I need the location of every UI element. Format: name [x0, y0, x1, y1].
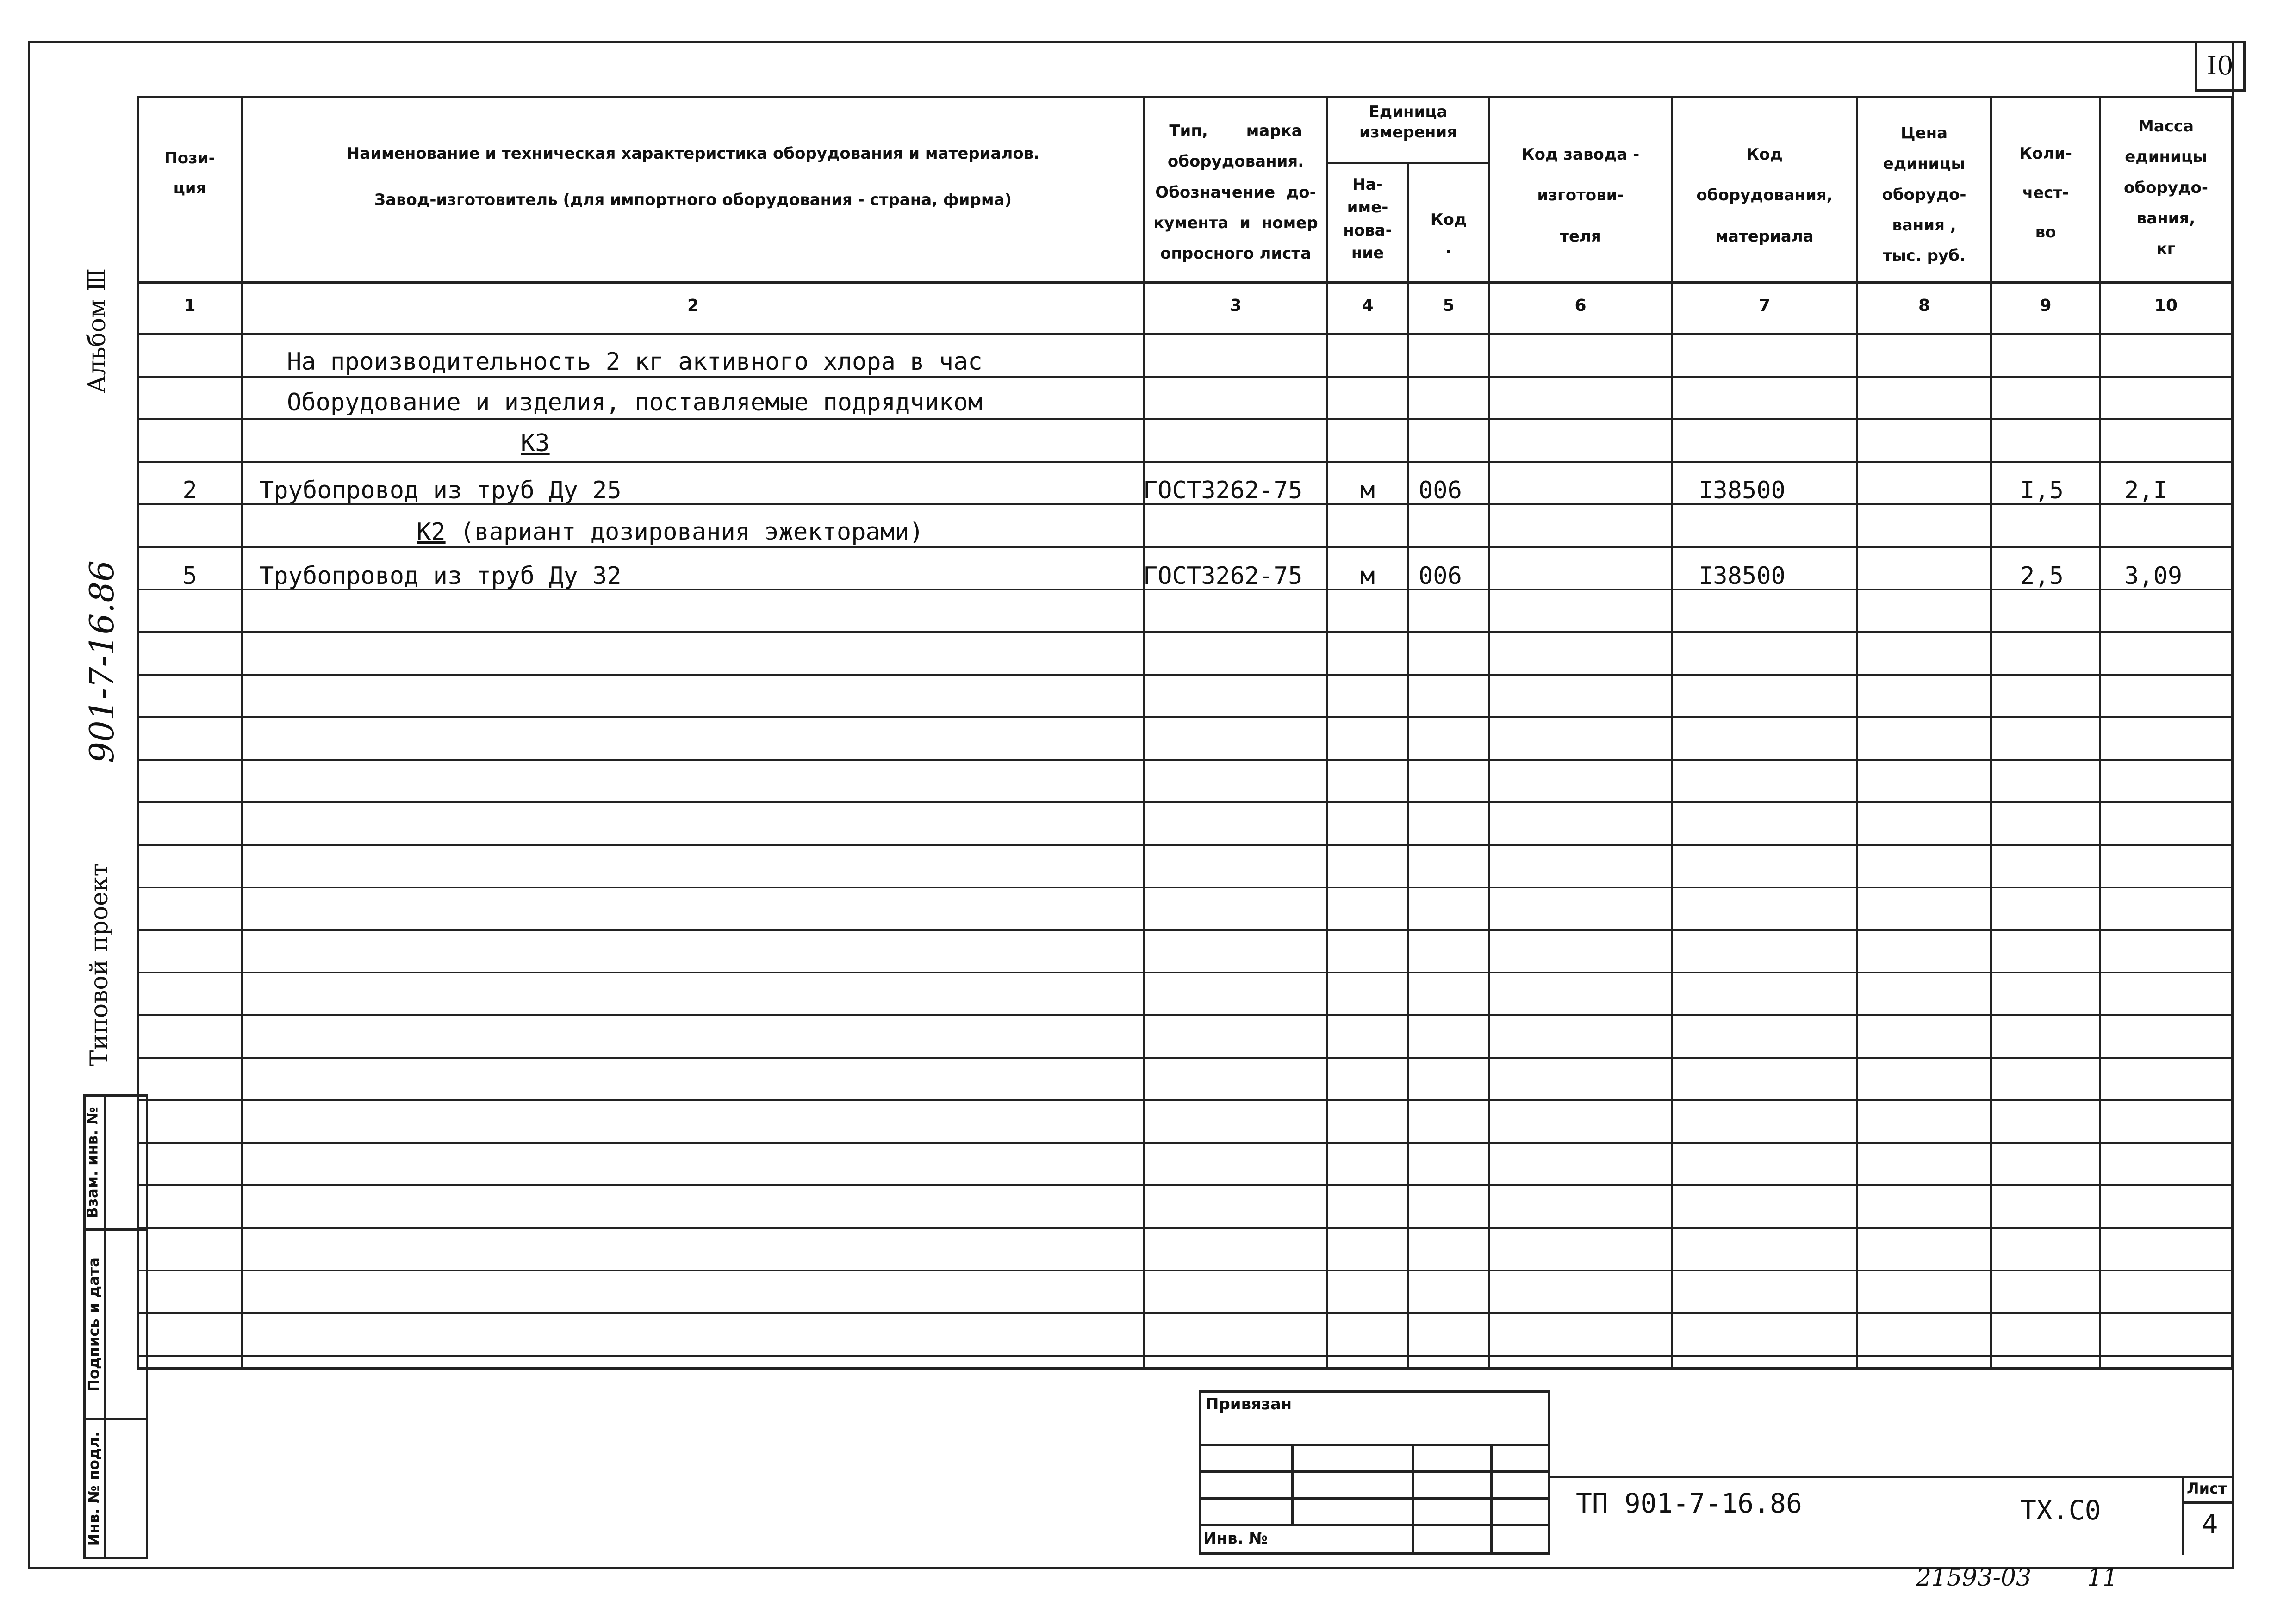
header-unit-group: Единица измерения [1359, 103, 1457, 142]
table-row-line [137, 1355, 2233, 1357]
column-number: 9 [2040, 296, 2052, 315]
margin-box-line [83, 1418, 148, 1420]
header-unit-code: Код . [1430, 211, 1467, 258]
table-row-line [137, 1057, 2233, 1059]
document-mark: ТХ.С0 [2020, 1494, 2101, 1526]
inventory-number-label: Инв. № [1203, 1529, 1268, 1548]
row-type: ГОСТ3262-75 [1143, 562, 1303, 590]
row-position: 5 [182, 562, 197, 590]
header-equipment-code: Код оборудования, материала [1696, 145, 1833, 246]
table-row-line [137, 376, 2233, 378]
column-number: 5 [1443, 296, 1455, 315]
header-name-line2: Завод-изготовитель (для импортного оборудования - страна, фирма) [374, 191, 1012, 209]
row-name-section-subtitle: Оборудование и изделия, поставляемые подрядчиком [287, 389, 983, 416]
table-row-line [137, 929, 2233, 931]
table-row-line [137, 674, 2233, 676]
table-row-line [137, 1270, 2233, 1271]
project-number-handwritten: 901-7-16.86 [82, 560, 121, 763]
sheet-number-box: I0 [2195, 41, 2246, 92]
row-type: ГОСТ3262-75 [1143, 477, 1303, 504]
row-name-section-title: На производительность 2 кг активного хлора в час [287, 348, 983, 376]
column-number: 6 [1574, 296, 1587, 315]
table-row-line [137, 631, 2233, 633]
table-row-line [137, 972, 2233, 973]
table-row-line [137, 1227, 2233, 1229]
column-number: 7 [1758, 296, 1771, 315]
row-equipment-code: I38500 [1699, 477, 1786, 504]
table-row-line [137, 1312, 2233, 1314]
sheet-label: Лист [2187, 1480, 2227, 1497]
table-row-line [137, 801, 2233, 803]
table-row-line [137, 546, 2233, 548]
row-mass: 3,09 [2124, 562, 2183, 590]
privyazan-label: Привязан [1206, 1395, 1292, 1414]
table-row-line [137, 1014, 2233, 1016]
row-quantity: I,5 [2020, 477, 2064, 504]
header-position: Пози- ция [164, 149, 215, 198]
header-name-line1: Наименование и техническая характеристика оборудования и материалов. [346, 144, 1040, 163]
column-number: 4 [1362, 296, 1374, 315]
table-row-line [137, 461, 2233, 463]
row-unit: м [1360, 477, 1375, 504]
header-mass: Масса единицы оборудо- вания, кг [2124, 117, 2208, 259]
row-unit-code: 006 [1419, 477, 1462, 504]
column-number: 2 [687, 296, 699, 315]
row-mass: 2,I [2124, 477, 2168, 504]
row-name: Трубопровод из труб Ду 25 [259, 477, 622, 504]
row-name-group-k3: К3 [521, 429, 550, 457]
header-unit-name: На- име- нова- ние [1343, 175, 1392, 262]
archive-code: 21593-03 [1916, 1564, 2032, 1592]
row-position: 2 [182, 477, 197, 504]
header-price: Цена единицы оборудо- вания , тыс. руб. [1882, 124, 1966, 266]
group-k2-code: К2 [417, 518, 446, 546]
row-name-group-k2 [417, 518, 924, 546]
margin-box-label: Инв. № подл. [85, 1431, 103, 1546]
archive-suffix: 11 [2087, 1564, 2118, 1592]
sheet-value: 4 [2202, 1509, 2218, 1539]
row-unit-code: 006 [1419, 562, 1462, 590]
row-equipment-code: I38500 [1699, 562, 1786, 590]
table-row-line [137, 1142, 2233, 1144]
table-row-line [137, 1184, 2233, 1186]
group-k2-text: (вариант дозирования эжекторами) [445, 518, 924, 546]
column-number: 1 [184, 296, 196, 315]
row-quantity: 2,5 [2020, 562, 2064, 590]
document-code: ТП 901-7-16.86 [1576, 1488, 1802, 1519]
margin-box-label: Взам. инв. № [83, 1107, 101, 1218]
margin-box-label: Подпись и дата [85, 1257, 103, 1392]
table-row-line [137, 759, 2233, 761]
table-row-line [137, 887, 2233, 888]
column-number: 8 [1918, 296, 1930, 315]
header-quantity: Коли- чест- во [2019, 144, 2072, 242]
table-row-line [137, 418, 2233, 420]
album-label: Альбом Ⅲ [83, 268, 111, 394]
row-name: Трубопровод из труб Ду 32 [259, 562, 622, 590]
table-row-line [137, 1099, 2233, 1101]
typical-project-label: Типовой проект [86, 863, 113, 1066]
column-number: 3 [1230, 296, 1242, 315]
table-row-line [137, 844, 2233, 846]
row-unit: м [1360, 562, 1375, 590]
margin-box-divider [104, 1094, 106, 1559]
header-factory-code: Код завода - изготови- теля [1521, 145, 1640, 246]
table-row-line [137, 716, 2233, 718]
column-number: 10 [2154, 296, 2178, 315]
header-type: Тип, марка оборудования. Обозначение до- кумента и номер опросного листа [1153, 122, 1318, 263]
